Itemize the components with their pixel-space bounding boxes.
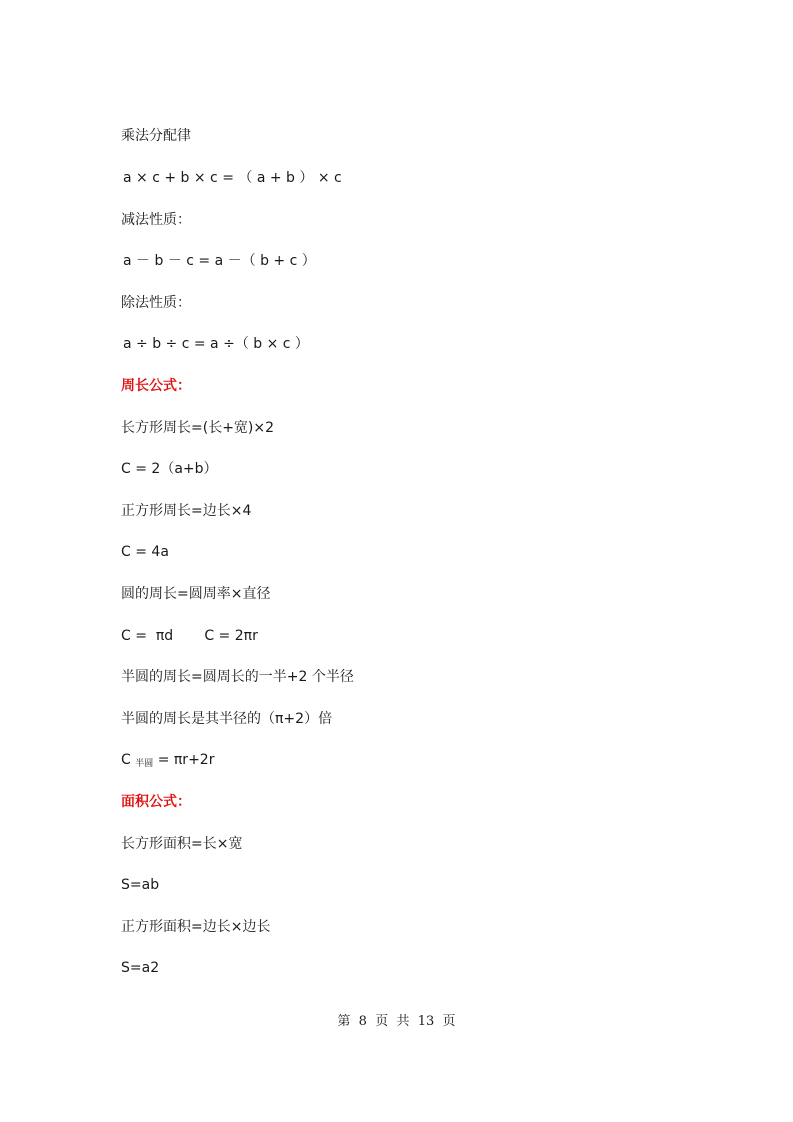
formula-division: a ÷ b ÷ c = a ÷（ b × c ） — [123, 336, 309, 352]
formula-circle-circumference: C = πd C = 2πr — [121, 628, 258, 644]
text-semicircle-perimeter-ratio: 半圆的周长是其半径的（π+2）倍 — [121, 711, 333, 727]
formula-semicircle-subscript: 半圆 — [135, 759, 154, 769]
formula-semicircle-c: C — [121, 752, 136, 768]
text-semicircle-perimeter: 半圆的周长=圆周长的一半+2 个半径 — [121, 669, 354, 685]
text-square-area: 正方形面积=边长×边长 — [121, 919, 271, 935]
formula-square-area: S=a2 — [121, 960, 160, 976]
page-number-footer: 第 8 页 共 13 页 — [337, 1014, 456, 1029]
text-subtraction-property: 减法性质： — [121, 212, 191, 228]
formula-square-perimeter: C = 4a — [121, 544, 169, 560]
heading-perimeter-formulas: 周长公式： — [121, 378, 191, 394]
heading-area-formulas: 面积公式： — [121, 794, 191, 810]
formula-rectangle-area: S=ab — [121, 877, 160, 893]
text-multiplication-distributive-law: 乘法分配律 — [121, 128, 191, 144]
formula-subtraction: a － b － c = a －（ b + c ） — [123, 253, 316, 269]
text-rectangle-area: 长方形面积=长×宽 — [121, 836, 243, 852]
text-circle-circumference: 圆的周长=圆周率×直径 — [121, 586, 271, 602]
formula-distributive: a × c + b × c = （ a + b ） × c — [123, 170, 342, 186]
text-division-property: 除法性质： — [121, 295, 191, 311]
formula-semicircle-rest: = πr+2r — [153, 752, 215, 768]
formula-semicircle-perimeter — [121, 750, 214, 774]
formula-rectangle-perimeter: C = 2（a+b） — [121, 461, 218, 477]
text-rectangle-perimeter: 长方形周长=(长+宽)×2 — [121, 420, 275, 436]
text-square-perimeter: 正方形周长=边长×4 — [121, 503, 252, 519]
